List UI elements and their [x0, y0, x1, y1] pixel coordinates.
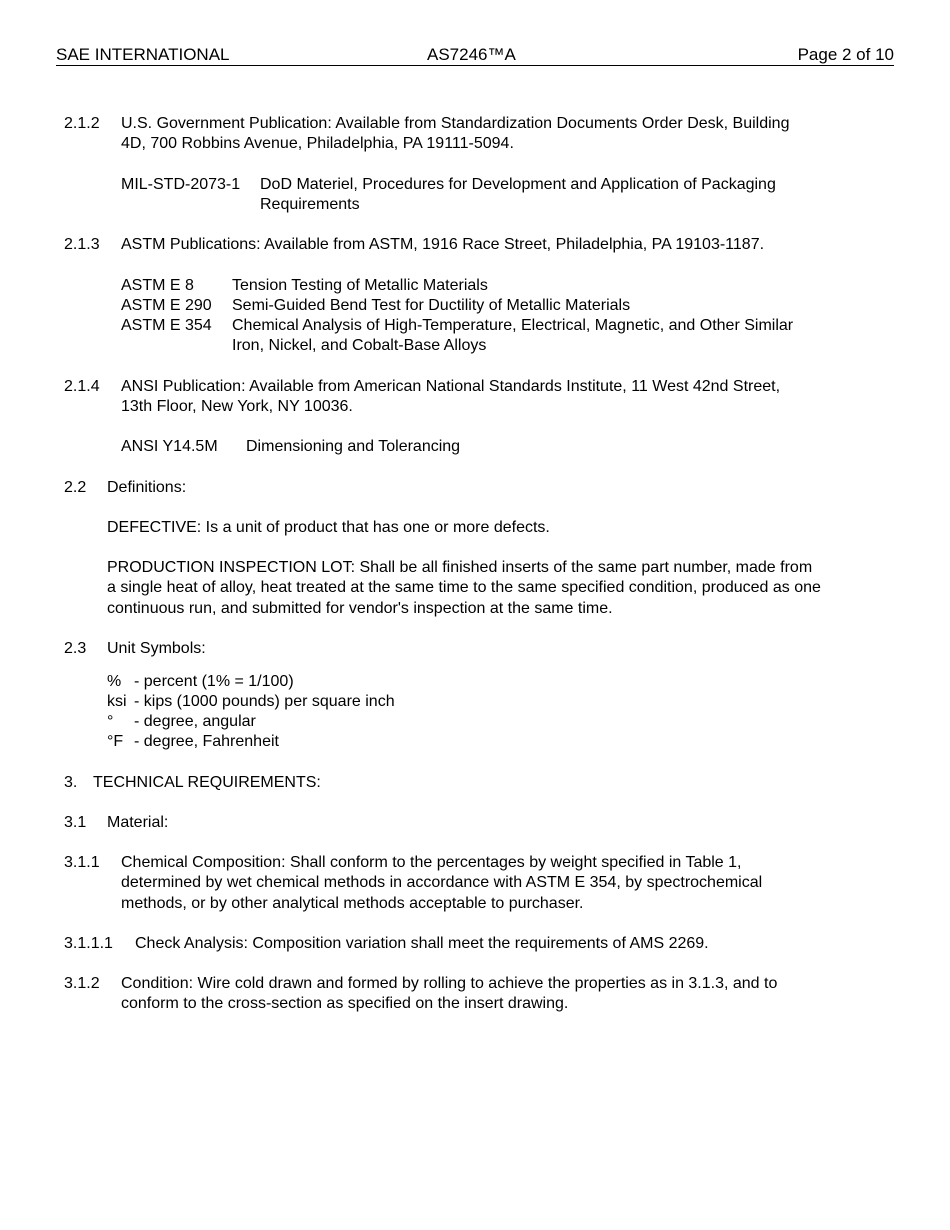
- section-2-1-4-text-line: ANSI Publication: Available from American National Standards Institute, 11 West 42nd Street,: [121, 378, 781, 395]
- unit-symbol: °F: [107, 733, 124, 750]
- page-header: [56, 44, 894, 66]
- definition-defective: DEFECTIVE: Is a unit of product that has one or more defects.: [107, 519, 550, 536]
- section-2-1-2-text-line: U.S. Government Publication: Available from Standardization Documents Order Desk, Building: [121, 115, 790, 132]
- reference-title: Dimensioning and Tolerancing: [246, 438, 461, 455]
- unit-symbol: ksi: [107, 693, 127, 710]
- section-number-2-3: 2.3: [64, 640, 87, 657]
- section-number-3-1-1: 3.1.1: [64, 854, 100, 871]
- section-number-3-1: 3.1: [64, 814, 87, 831]
- reference-code: ASTM E 290: [121, 297, 212, 314]
- section-2-1-3-text-line: ASTM Publications: Available from ASTM, 1916 Race Street, Philadelphia, PA 19103-1187.: [121, 236, 765, 253]
- reference-code: ASTM E 354: [121, 317, 212, 334]
- section-3-1-1-text-line: Chemical Composition: Shall conform to the percentages by weight specified in Table 1,: [121, 854, 742, 871]
- section-title: Material:: [107, 814, 169, 831]
- section-title: Definitions:: [107, 479, 187, 496]
- section-number-2-1-4: 2.1.4: [64, 378, 100, 395]
- section-number-2-2: 2.2: [64, 479, 87, 496]
- reference-title: DoD Materiel, Procedures for Development and Application of Packaging: [260, 176, 776, 193]
- definition-lot-line: a single heat of alloy, heat treated at the same time to the same specified condition, produced as one: [107, 579, 821, 596]
- reference-code: MIL-STD-2073-1: [121, 176, 241, 193]
- reference-title: Chemical Analysis of High-Temperature, Electrical, Magnetic, and Other Similar: [232, 317, 794, 334]
- section-number-3-1-1-1: 3.1.1.1: [64, 935, 113, 952]
- section-2-1-2-text-line: 4D, 700 Robbins Avenue, Philadelphia, PA 19111-5094.: [121, 135, 514, 152]
- reference-code: ASTM E 8: [121, 277, 194, 294]
- unit-description: - kips (1000 pounds) per square inch: [134, 693, 395, 710]
- unit-symbol: °: [107, 713, 114, 730]
- unit-description: - degree, Fahrenheit: [134, 733, 279, 750]
- section-3-1-2-text-line: conform to the cross-section as specified on the insert drawing.: [121, 995, 569, 1012]
- header-org: SAE INTERNATIONAL: [56, 45, 230, 64]
- reference-title: Semi-Guided Bend Test for Ductility of Metallic Materials: [232, 297, 631, 314]
- unit-description: - degree, angular: [134, 713, 256, 730]
- header-doc-number: AS7246™A: [427, 45, 516, 64]
- reference-title: Iron, Nickel, and Cobalt-Base Alloys: [232, 337, 487, 354]
- reference-title: Requirements: [260, 196, 360, 213]
- section-number-2-1-3: 2.1.3: [64, 236, 100, 253]
- section-title: Unit Symbols:: [107, 640, 206, 657]
- section-2-1-4-text-line: 13th Floor, New York, NY 10036.: [121, 398, 353, 415]
- header-page-number: Page 2 of 10: [797, 45, 894, 64]
- section-3-1-1-1-text-line: Check Analysis: Composition variation shall meet the requirements of AMS 2269.: [135, 935, 709, 952]
- section-3-1-2-text-line: Condition: Wire cold drawn and formed by rolling to achieve the properties as in 3.1.3, and to: [121, 975, 778, 992]
- reference-title: Tension Testing of Metallic Materials: [232, 277, 488, 294]
- definition-lot-line: continuous run, and submitted for vendor's inspection at the same time.: [107, 600, 613, 617]
- unit-symbol: %: [107, 673, 122, 690]
- section-number-2-1-2: 2.1.2: [64, 115, 100, 132]
- section-number-3: 3.: [64, 774, 78, 791]
- unit-description: - percent (1% = 1/100): [134, 673, 294, 690]
- section-number-3-1-2: 3.1.2: [64, 975, 100, 992]
- definition-lot-line: PRODUCTION INSPECTION LOT: Shall be all finished inserts of the same part number, made from: [107, 559, 813, 576]
- section-title: TECHNICAL REQUIREMENTS:: [93, 774, 321, 791]
- section-3-1-1-text-line: determined by wet chemical methods in accordance with ASTM E 354, by spectrochemical: [121, 874, 763, 891]
- section-3-1-1-text-line: methods, or by other analytical methods acceptable to purchaser.: [121, 895, 584, 912]
- reference-code: ANSI Y14.5M: [121, 438, 218, 455]
